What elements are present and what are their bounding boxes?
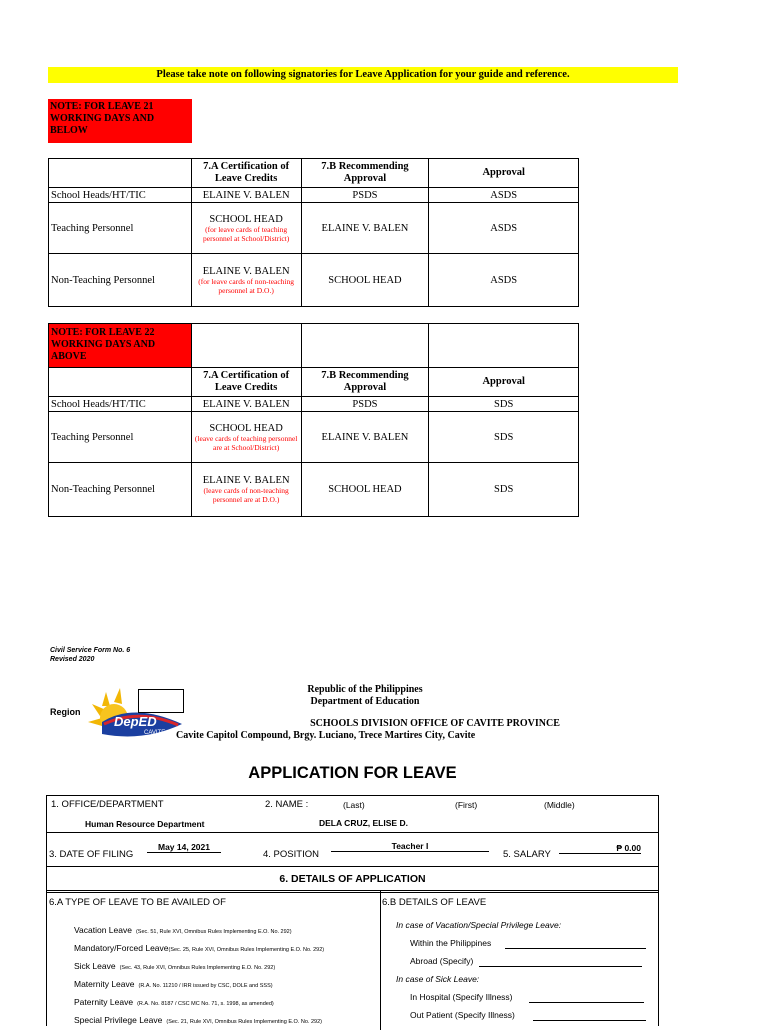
table-row: [49, 188, 579, 203]
leave-ref: (R.A. No. 8187 / CSC MC No. 71, s. 1998, as amended): [137, 1001, 274, 1007]
rec-cell: PSDS: [301, 188, 429, 203]
notice-banner: Please take note on following signatories for Leave Application for your guide and reference.: [48, 67, 678, 83]
abroad-label: Abroad (Specify): [410, 956, 474, 966]
cert-note: (leave cards of non-teaching personnel are at D.O.): [203, 486, 289, 504]
logo-text-cavite: CAVITE: [144, 730, 166, 736]
row-label: School Heads/HT/TIC: [49, 397, 192, 412]
address-text: Cavite Capitol Compound, Brgy. Luciano, Trece Martires City, Cavite: [176, 730, 476, 741]
header-recommending: 7.B Recommending Approval: [301, 368, 429, 397]
table-row: [49, 463, 579, 517]
note-cell: [49, 324, 192, 368]
hospital-field[interactable]: [529, 1002, 644, 1003]
row-label: Non-Teaching Personnel: [49, 463, 192, 517]
position-field[interactable]: Teacher I: [331, 841, 489, 852]
name-first-label: (First): [455, 800, 478, 810]
logo-text-deped: DepED: [114, 714, 157, 729]
name-last-label: (Last): [343, 800, 365, 810]
divider: [47, 890, 658, 893]
name-middle-label: (Middle): [544, 800, 575, 810]
cert-cell: [191, 203, 301, 254]
leave-name: Sick Leave: [74, 961, 116, 971]
office-label: 1. OFFICE/DEPARTMENT: [51, 799, 164, 810]
cert-cell: [191, 412, 301, 463]
table-row: [49, 254, 579, 307]
leave-type-vacation[interactable]: [74, 920, 292, 938]
detail-title: 6.B DETAILS OF LEAVE: [382, 897, 487, 908]
row-label: Teaching Personnel: [49, 412, 192, 463]
rec-cell: ELAINE V. BALEN: [301, 412, 429, 463]
empty-cell: [301, 324, 429, 368]
appr-cell: SDS: [429, 397, 579, 412]
vacation-case-label: In case of Vacation/Special Privilege Leave:: [396, 920, 562, 930]
application-form: [46, 795, 659, 1026]
within-ph-label: Within the Philippines: [410, 938, 492, 948]
empty-cell: [429, 324, 579, 368]
type-title: 6.A TYPE OF LEAVE TO BE AVAILED OF: [49, 897, 226, 908]
name-value[interactable]: DELA CRUZ, ELISE D.: [319, 818, 408, 828]
row-label: Teaching Personnel: [49, 203, 192, 254]
cert-name: SCHOOL HEAD: [209, 213, 283, 225]
leave-name: Vacation Leave: [74, 925, 132, 935]
row-label: School Heads/HT/TIC: [49, 188, 192, 203]
table-corner: [49, 368, 192, 397]
salary-label: 5. SALARY: [503, 849, 551, 860]
date-label: 3. DATE OF FILING: [49, 849, 134, 860]
header-certification: 7.A Certification of Leave Credits: [191, 159, 301, 188]
appr-cell: ASDS: [429, 188, 579, 203]
appr-cell: ASDS: [429, 203, 579, 254]
leave-type-mandatory[interactable]: [74, 938, 324, 956]
cert-cell: [191, 254, 301, 307]
row-label: Non-Teaching Personnel: [49, 254, 192, 307]
table-row: [49, 412, 579, 463]
department-text: Department of Education: [310, 696, 420, 707]
form-title: APPLICATION FOR LEAVE: [248, 764, 457, 782]
office-value[interactable]: Human Resource Department: [85, 819, 205, 829]
leave-ref: (Sec. 21, Rule XVI, Omnibus Rules Implementing E.O. No. 292): [166, 1019, 322, 1025]
leave-type-maternity[interactable]: [74, 974, 273, 992]
cs-form-revised: Revised 2020: [50, 656, 95, 663]
empty-cell: [191, 324, 301, 368]
cert-name: ELAINE V. BALEN: [202, 475, 290, 486]
table-corner: [49, 159, 192, 188]
cert-cell: [191, 463, 301, 517]
leave-type-paternity[interactable]: [74, 992, 274, 1010]
cs-form-number: Civil Service Form No. 6: [50, 647, 131, 654]
outpatient-field[interactable]: [533, 1020, 646, 1021]
note-21-days: NOTE: FOR LEAVE 21 WORKING DAYS AND BELOW: [48, 99, 192, 143]
details-title: 6. DETAILS OF APPLICATION: [279, 873, 426, 885]
cert-name: SCHOOL HEAD: [209, 422, 283, 434]
header-certification: 7.A Certification of Leave Credits: [191, 368, 301, 397]
table-row: [49, 203, 579, 254]
divider: [47, 866, 658, 867]
leave-ref: (Sec. 51, Rule XVI, Omnibus Rules Implementing E.O. No. 292): [135, 929, 292, 935]
sick-case-label: In case of Sick Leave:: [396, 974, 480, 984]
leave-type-sick[interactable]: [74, 956, 275, 974]
header-recommending: 7.B Recommending Approval: [301, 159, 429, 188]
republic-text: Republic of the Philippines: [307, 684, 423, 695]
header-approval: Approval: [429, 368, 579, 397]
region-input-box[interactable]: [138, 689, 184, 713]
header-approval: Approval: [429, 159, 579, 188]
rec-cell: ELAINE V. BALEN: [301, 203, 429, 254]
cert-note: (for leave cards of teaching personnel at School/District): [203, 224, 290, 243]
rec-cell: PSDS: [301, 397, 429, 412]
division-text: SCHOOLS DIVISION OFFICE OF CAVITE PROVINCE: [310, 718, 560, 729]
date-field[interactable]: May 14, 2021: [147, 842, 221, 853]
position-label: 4. POSITION: [263, 849, 319, 860]
leave-name: Paternity Leave: [74, 997, 134, 1007]
salary-field[interactable]: ₱ 0.00: [559, 843, 641, 854]
appr-cell: SDS: [429, 463, 579, 517]
leave-ref: (Sec. 25, Rule XVI, Omnibus Rules Implementing E.O. No. 292): [168, 947, 325, 953]
hospital-label: In Hospital (Specify Illness): [410, 992, 513, 1002]
rec-cell: SCHOOL HEAD: [301, 463, 429, 517]
leave-ref: (Sec. 43, Rule XVI, Omnibus Rules Implementing E.O. No. 292): [119, 965, 276, 971]
leave-name: Mandatory/Forced Leave: [74, 943, 169, 953]
name-label: 2. NAME :: [265, 799, 309, 810]
abroad-field[interactable]: [479, 966, 642, 967]
leave-name: Special Privilege Leave: [74, 1015, 163, 1025]
cert-note: (leave cards of teaching personnel are at School/District): [194, 433, 298, 452]
table-row: [49, 397, 579, 412]
leave-name: Maternity Leave: [74, 979, 135, 989]
leave-type-special-privilege[interactable]: [74, 1010, 322, 1028]
cert-note: (for leave cards of non-teaching personnel at D.O.): [198, 276, 295, 295]
rec-cell: SCHOOL HEAD: [301, 254, 429, 307]
signatories-table-22: [48, 323, 579, 517]
cert-cell: ELAINE V. BALEN: [191, 397, 301, 412]
divider: [47, 832, 658, 833]
appr-cell: SDS: [429, 412, 579, 463]
note-22-days: NOTE: FOR LEAVE 22 WORKING DAYS AND ABOVE: [49, 325, 191, 367]
cert-name: ELAINE V. BALEN: [202, 265, 290, 277]
signatories-table-21: [48, 158, 579, 307]
column-divider: [380, 890, 381, 1030]
appr-cell: ASDS: [429, 254, 579, 307]
region-label: Region: [50, 707, 81, 717]
cert-cell: ELAINE V. BALEN: [191, 188, 301, 203]
leave-ref: (R.A. No. 11210 / IRR issued by CSC, DOLE and SSS): [138, 983, 273, 989]
outpatient-label: Out Patient (Specify Illness): [410, 1010, 515, 1020]
within-ph-field[interactable]: [505, 948, 646, 949]
